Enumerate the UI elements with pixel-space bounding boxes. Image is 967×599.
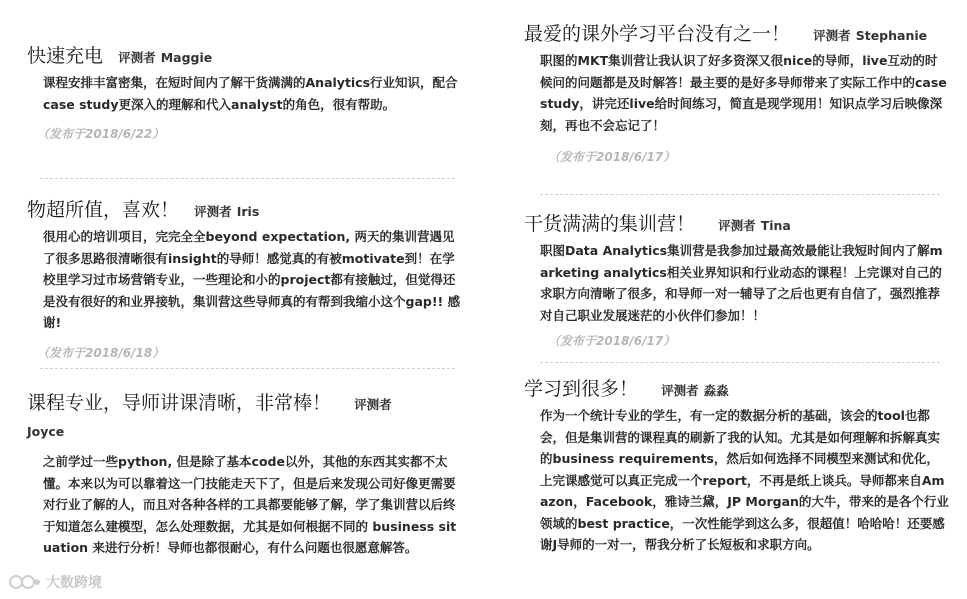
reviewer-label: 评测者: [661, 383, 699, 398]
reviewer-label: 评测者: [354, 397, 392, 412]
review-title: 课程专业，导师讲课清晰，非常棒！: [27, 392, 332, 414]
reviewer-name: Joyce: [27, 424, 65, 439]
review-title: 快速充电: [27, 45, 104, 67]
review-maggie: [27, 42, 462, 142]
divider: [40, 368, 455, 369]
review-date: （发布于2018/6/18）: [37, 345, 165, 360]
review-tina: [524, 210, 949, 349]
reviewer-name: Tina: [760, 218, 791, 233]
review-body: 之前学过一些python, 但是除了基本code以外，其他的东西其实都不太懂。本来以为可以靠着这一门技能走天下了，但是后来发现公司好像更需要对行业了解的人，而且对各种各样的工具都要能够了解，学了集训营以后终于知道怎么建模型，怎么处理数据，尤其是如何根据不同的 business situation 来进行分析！导师也都很耐心，有什么问题也很愿意解答。: [43, 454, 457, 555]
divider: [540, 194, 940, 195]
review-header: [524, 210, 949, 240]
review-title: 学习到很多！: [524, 378, 639, 400]
review-body: 作为一个统计专业的学生，有一定的数据分析的基础，该会的tool也都会，但是集训营的课程真的刷新了我的认知。尤其是如何理解和拆解真实的business requirements，然后如何选择不同模型来测试和优化，上完课感觉可以真正完成一个report，不再是纸上谈兵。导师都来自Amazon，Facebook，雅诗兰黛，JP Morgan的大牛，带来的是各个行业领域的best practice，一次性能学到这么多，很超值！哈哈哈！还要感谢J导师的一对一，帮我分析了长短板和求职方向。: [540, 408, 949, 552]
review-miaomiao: [524, 375, 949, 556]
reviewer-name: Iris: [236, 204, 260, 219]
review-date: （发布于2018/6/17）: [548, 150, 676, 164]
reviewer-name: 淼淼: [703, 383, 729, 398]
divider: [40, 178, 455, 179]
review-joyce: [27, 390, 462, 559]
review-title: 最爱的课外学习平台没有之一！: [524, 23, 791, 45]
reviewer-label: 评测者: [718, 218, 756, 233]
review-date: （发布于2018/6/17）: [548, 334, 676, 348]
watermark-icon: [8, 574, 42, 590]
review-header: [27, 390, 462, 445]
review-header: [524, 375, 949, 405]
reviewer-name: Stephanie: [855, 28, 928, 43]
review-stephanie: [524, 20, 949, 165]
review-date: （发布于2018/6/22）: [37, 127, 165, 141]
review-header: [27, 196, 462, 226]
watermark-logo: [8, 572, 102, 592]
review-title: 物超所值，喜欢！: [27, 199, 180, 221]
review-iris: [27, 196, 462, 361]
reviewer-label: 评测者: [194, 204, 232, 219]
reviewer-name: Maggie: [160, 50, 213, 65]
review-body: 职图的MKT集训营让我认识了好多资深又很nice的导师，live互动的时候问的问题都是及时解答！最主要的是好多导师带来了实际工作中的case study，讲完还live给时间练习，简直是现学现用！知识点学习后映像深刻，再也不会忘记了！: [540, 53, 947, 133]
divider: [540, 362, 940, 363]
review-title: 干货满满的集训营！: [524, 213, 696, 235]
reviewer-label: 评测者: [118, 50, 156, 65]
reviewer-label: 评测者: [813, 28, 851, 43]
review-body: 课程安排丰富密集，在短时间内了解干货满满的Analytics行业知识，配合case study更深入的理解和代入analyst的角色，很有帮助。: [43, 75, 458, 112]
review-header: [524, 20, 949, 50]
watermark-text: 大数跨境: [46, 575, 102, 591]
review-header: [27, 42, 462, 72]
review-body: 职图Data Analytics集训营是我参加过最高效最能让我短时间内了解marketing analytics相关业界知识和行业动态的课程！上完课对自己的求职方向清晰了很多，和导师一对一辅导了之后也更有自信了，强烈推荐对自己职业发展迷茫的小伙伴们参加！！: [540, 243, 943, 323]
review-body: 很用心的培训项目，完完全全beyond expectation, 两天的集训营遇见了很多思路很清晰很有insight的导师！感觉真的有被motivate到！在学校里学习过市场营销专业，一些理论和小的project都有接触过，但觉得还是没有很好的和业界接轨，集训营这些导师真的有帮到我缩小这个gap!! 感谢!: [43, 229, 461, 330]
